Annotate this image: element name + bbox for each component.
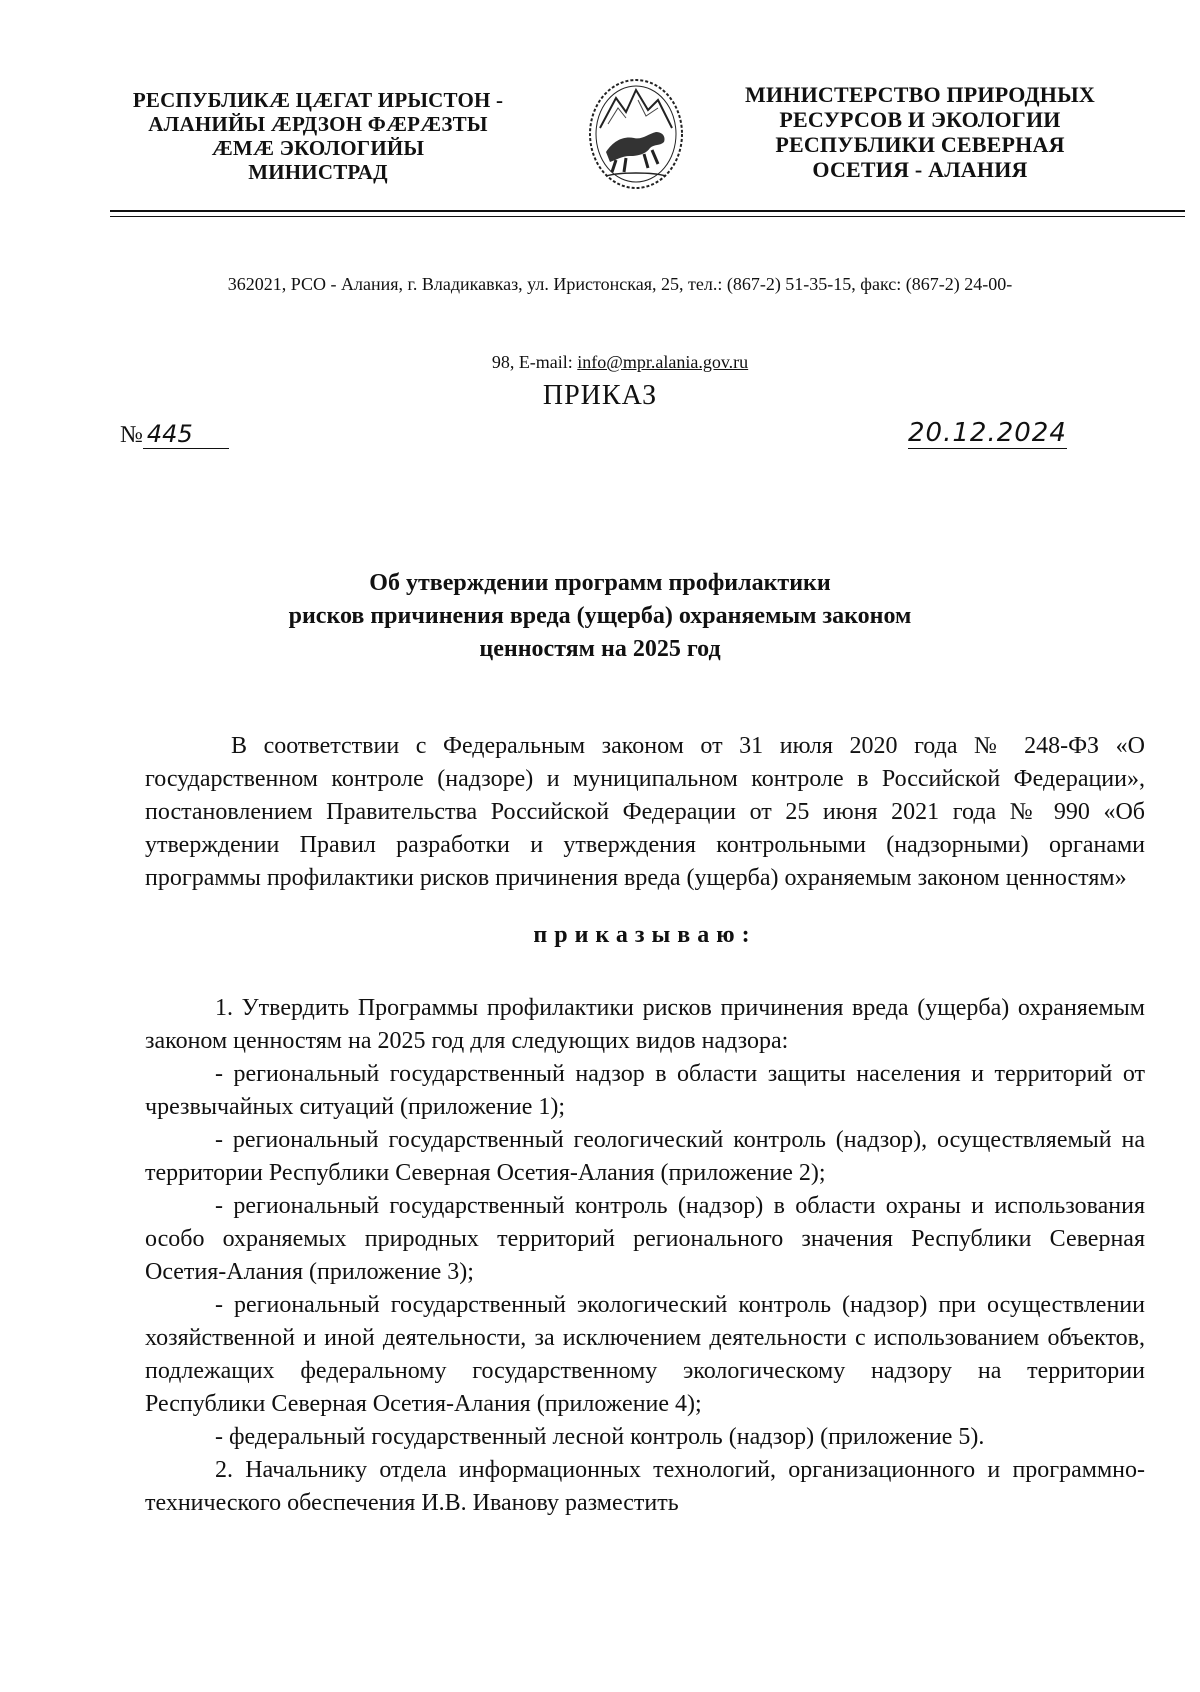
header-right-line: ОСЕТИЯ - АЛАНИЯ bbox=[812, 157, 1028, 182]
document-type-title: ПРИКАЗ bbox=[542, 380, 658, 411]
order-subject bbox=[0, 567, 1200, 666]
item-1-paragraph: 1. Утвердить Программы профилактики рисков причинения вреда (ущерба) охраняемым законом ценностям на 2025 год для следующих видов надзора: bbox=[145, 995, 1145, 1054]
header-left-line: РЕСПУБЛИКӔ ЦӔГАТ ИРЫСТОН - bbox=[132, 88, 504, 112]
header-divider bbox=[110, 210, 1185, 212]
header-left-line: МИНИСТРАД bbox=[248, 160, 388, 184]
bullet-paragraph: - региональный государственный экологический контроль (надзор) при осуществлении хозяйственной и иной деятельности, за исключением деятельности с использованием объектов, подлежащих федеральному государственному экологическому надзору на территории Республики Северная Осетия-Алания (приложение 4); bbox=[145, 1292, 1145, 1417]
header-divider-thin bbox=[110, 216, 1185, 217]
subject-line: Об утверждении программ профилактики bbox=[369, 570, 831, 596]
subject-line: ценностям на 2025 год bbox=[479, 636, 721, 662]
document-body bbox=[145, 730, 1145, 1520]
header-right-line: МИНИСТЕРСТВО ПРИРОДНЫХ bbox=[744, 82, 1096, 107]
address-line: 362021, РСО - Алания, г. Владикавказ, ул. Иристонская, 25, тел.: (867-2) 51-35-15, факс: (867-2) 24-00- bbox=[227, 274, 1013, 294]
subject-line: рисков причинения вреда (ущерба) охраняемым законом bbox=[288, 603, 912, 629]
bullet-paragraph: - региональный государственный контроль (надзор) в области охраны и использования особо охраняемых природных территорий регионального значения Республики Северная Осетия-Алания (приложение 3); bbox=[145, 1193, 1145, 1285]
order-date bbox=[908, 418, 1067, 449]
bullet-paragraph: - региональный государственный надзор в области защиты населения и территорий от чрезвычайных ситуаций (приложение 1); bbox=[145, 1061, 1145, 1120]
bullet-paragraph: - региональный государственный геологический контроль (надзор), осуществляемый на территории Республики Северная Осетия-Алания (приложение 2); bbox=[145, 1127, 1145, 1186]
header-right-line: РЕСУРСОВ И ЭКОЛОГИИ bbox=[779, 107, 1061, 132]
header-left-title bbox=[108, 88, 528, 184]
order-word: приказываю: bbox=[533, 922, 757, 948]
order-number-value: 445 bbox=[143, 420, 229, 449]
header-left-line: АЛАНИЙЫ ӔРДЗОН ФӔРӔЗТЫ bbox=[148, 112, 488, 136]
order-number bbox=[120, 420, 229, 449]
address-line-2 bbox=[110, 323, 1130, 375]
header-right-title bbox=[730, 82, 1110, 182]
number-sign: № bbox=[120, 422, 143, 448]
leopard-mountains-emblem-icon bbox=[586, 76, 686, 192]
address-prefix: 98, E-mail: bbox=[491, 352, 578, 372]
preamble-paragraph: В соответствии с Федеральным законом от 31 июля 2020 года № 248-ФЗ «О государственном контроле (надзоре) и муниципальном контроле в Российской Федерации», постановлением Правительства Российской Федерации от 25 июня 2021 года № 990 «Об утверждении Правил разработки и утверждения контрольными (надзорными) органами программы профилактики рисков причинения вреда (ущерба) охраняемым законом ценностям» bbox=[145, 733, 1145, 891]
email-link[interactable]: info@mpr.alania.gov.ru bbox=[577, 352, 749, 372]
address-block bbox=[110, 245, 1130, 401]
bullet-paragraph: - федеральный государственный лесной контроль (надзор) (приложение 5). bbox=[215, 1424, 985, 1450]
header-left-line: ӔМӔ ЭКОЛОГИЙЫ bbox=[211, 136, 425, 160]
item-2-paragraph: 2. Начальнику отдела информационных технологий, организационного и программно-технического обеспечения И.В. Иванову разместить bbox=[145, 1457, 1145, 1516]
header-right-line: РЕСПУБЛИКИ СЕВЕРНАЯ bbox=[775, 132, 1065, 157]
order-date-value: 20.12.2024 bbox=[908, 418, 1067, 448]
